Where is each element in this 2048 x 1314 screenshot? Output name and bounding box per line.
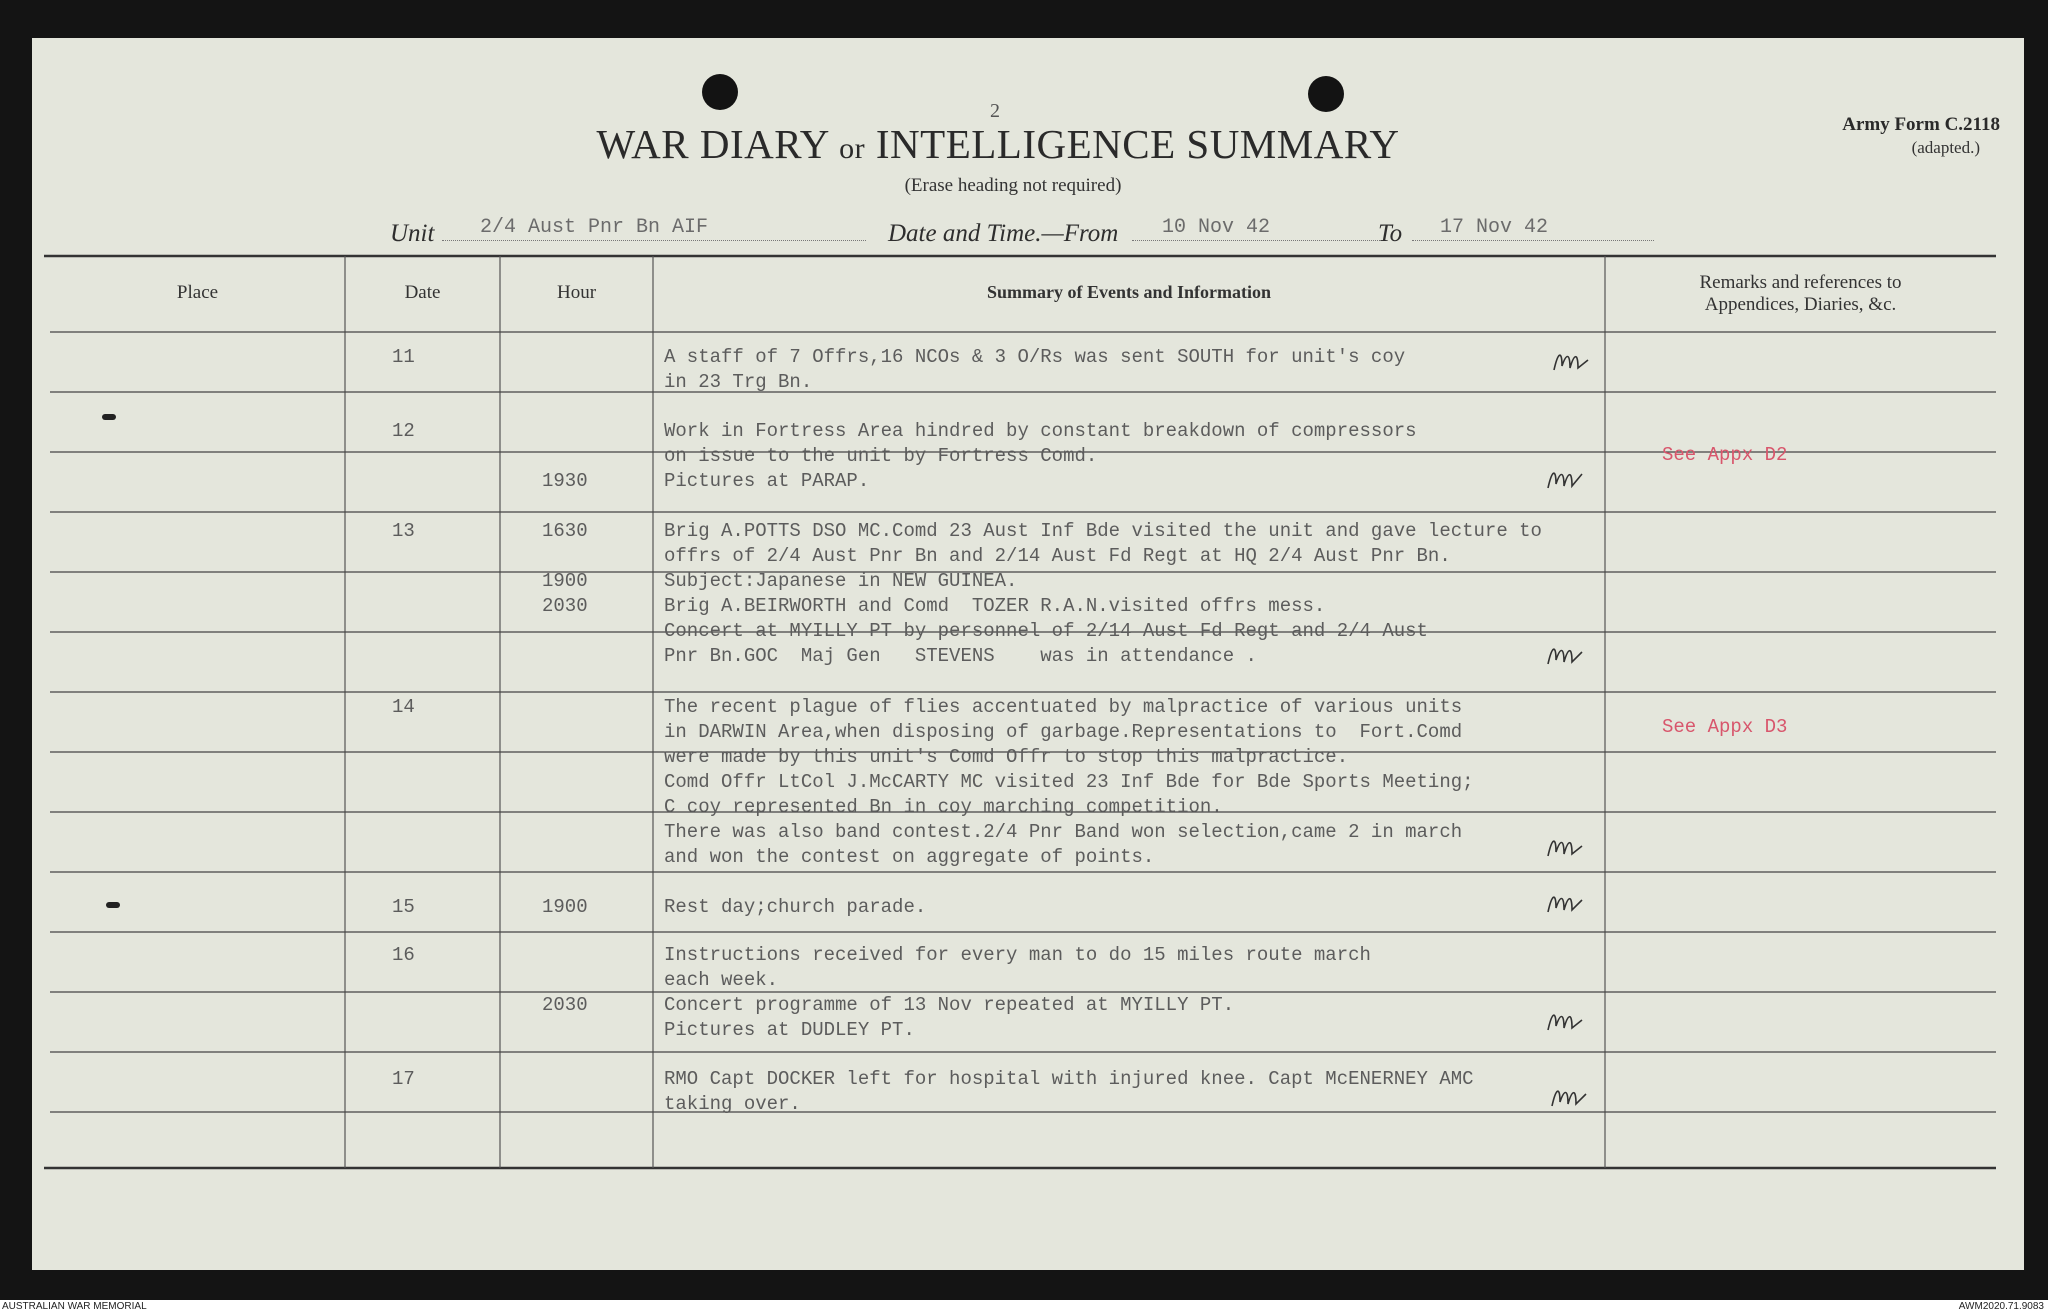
title-or: or [839, 132, 866, 165]
margin-mark [106, 902, 120, 908]
hour-cell: 1900 [542, 570, 588, 592]
summary-line: taking over. [664, 1093, 801, 1115]
date-cell: 14 [392, 696, 415, 718]
summary-line: Subject:Japanese in NEW GUINEA. [664, 570, 1018, 592]
summary-line: in 23 Trg Bn. [664, 371, 813, 393]
date-time-label: Date and Time.—From [888, 220, 1119, 247]
summary-line: Brig A.BEIRWORTH and Comd TOZER R.A.N.visited offrs mess. [664, 595, 1326, 617]
summary-line: The recent plague of flies accentuated by malpractice of various units [664, 696, 1463, 718]
col-header-remarks [1605, 272, 1996, 316]
summary-line: Instructions received for every man to do 15 miles route march [664, 944, 1371, 966]
summary-line: Concert programme of 13 Nov repeated at MYILLY PT. [664, 994, 1235, 1016]
title-part1: WAR DIARY [596, 121, 829, 167]
summary-line: were made by this unit's Comd Offr to stop this malpractice. [664, 746, 1349, 768]
summary-line: Pictures at DUDLEY PT. [664, 1019, 915, 1041]
summary-line: in DARWIN Area,when disposing of garbage.Representations to Fort.Comd [664, 721, 1463, 743]
initials-signature [1544, 640, 1586, 670]
unit-label: Unit [390, 220, 435, 247]
col-header-place: Place [176, 282, 219, 303]
col-header-hour: Hour [556, 282, 597, 303]
archive-footer [0, 1300, 2048, 1314]
hour-cell: 2030 [542, 994, 588, 1016]
initials-signature [1544, 888, 1586, 918]
summary-line: Brig A.POTTS DSO MC.Comd 23 Aust Inf Bde visited the unit and gave lecture to [664, 520, 1542, 542]
summary-line: A staff of 7 Offrs,16 NCOs & 3 O/Rs was sent SOUTH for unit's coy [664, 346, 1406, 368]
remark-appendix: See Appx D2 [1662, 444, 1788, 466]
col-header-remarks-line1: Remarks and references to [1699, 272, 1902, 293]
summary-line: Concert at MYILLY PT by personnel of 2/14 Aust Fd Regt and 2/4 Aust [664, 620, 1428, 642]
to-label: To [1378, 220, 1403, 247]
army-form-label: Army Form C.2118 [1842, 114, 2000, 135]
hour-cell: 1900 [542, 896, 588, 918]
hour-cell: 2030 [542, 595, 588, 617]
title-part2: INTELLIGENCE SUMMARY [875, 121, 1400, 167]
date-from-value: 10 Nov 42 [1162, 216, 1271, 239]
initials-signature [1550, 346, 1592, 376]
summary-line: Pictures at PARAP. [664, 470, 870, 492]
footer-item-id: AWM2020.71.9083 [1958, 1301, 2044, 1312]
diary-page [32, 38, 2024, 1270]
summary-line: and won the contest on aggregate of points. [664, 846, 1155, 868]
hour-cell: 1630 [542, 520, 588, 542]
summary-line: Pnr Bn.GOC Maj Gen STEVENS was in attendance . [664, 645, 1257, 667]
remark-appendix: See Appx D3 [1662, 716, 1788, 738]
date-cell: 16 [392, 944, 415, 966]
col-header-summary: Summary of Events and Information [986, 282, 1272, 302]
summary-line: Rest day;church parade. [664, 896, 927, 918]
summary-line: on issue to the unit by Fortress Comd. [664, 445, 1098, 467]
hour-cell: 1930 [542, 470, 588, 492]
col-header-remarks-line2: Appendices, Diaries, &c. [1704, 294, 1897, 315]
date-to-value: 17 Nov 42 [1440, 216, 1549, 239]
summary-line: offrs of 2/4 Aust Pnr Bn and 2/14 Aust Fd Regt at HQ 2/4 Aust Pnr Bn. [664, 545, 1451, 567]
summary-line: C coy represented Bn in coy marching competition. [664, 796, 1223, 818]
date-cell: 17 [392, 1068, 415, 1090]
margin-mark [102, 414, 116, 420]
footer-archive-name: AUSTRALIAN WAR MEMORIAL [2, 1301, 147, 1312]
unit-value: 2/4 Aust Pnr Bn AIF [480, 216, 709, 239]
date-cell: 12 [392, 420, 415, 442]
date-cell: 11 [392, 346, 415, 368]
initials-signature [1548, 1082, 1590, 1112]
summary-line: RMO Capt DOCKER left for hospital with injured knee. Capt McENERNEY AMC [664, 1068, 1474, 1090]
erase-note: (Erase heading not required) [904, 175, 1122, 196]
initials-signature [1544, 464, 1586, 494]
initials-signature [1544, 1006, 1586, 1036]
date-cell: 15 [392, 896, 415, 918]
initials-signature [1544, 832, 1586, 862]
date-cell: 13 [392, 520, 415, 542]
summary-line: each week. [664, 969, 779, 991]
col-header-date: Date [404, 282, 441, 303]
summary-line: There was also band contest.2/4 Pnr Band won selection,came 2 in march [664, 821, 1463, 843]
page-number: 2 [990, 100, 1000, 122]
adapted-label: (adapted.) [1911, 138, 1980, 157]
summary-line: Work in Fortress Area hindred by constant breakdown of compressors [664, 420, 1417, 442]
summary-line: Comd Offr LtCol J.McCARTY MC visited 23 Inf Bde for Bde Sports Meeting; [664, 771, 1474, 793]
